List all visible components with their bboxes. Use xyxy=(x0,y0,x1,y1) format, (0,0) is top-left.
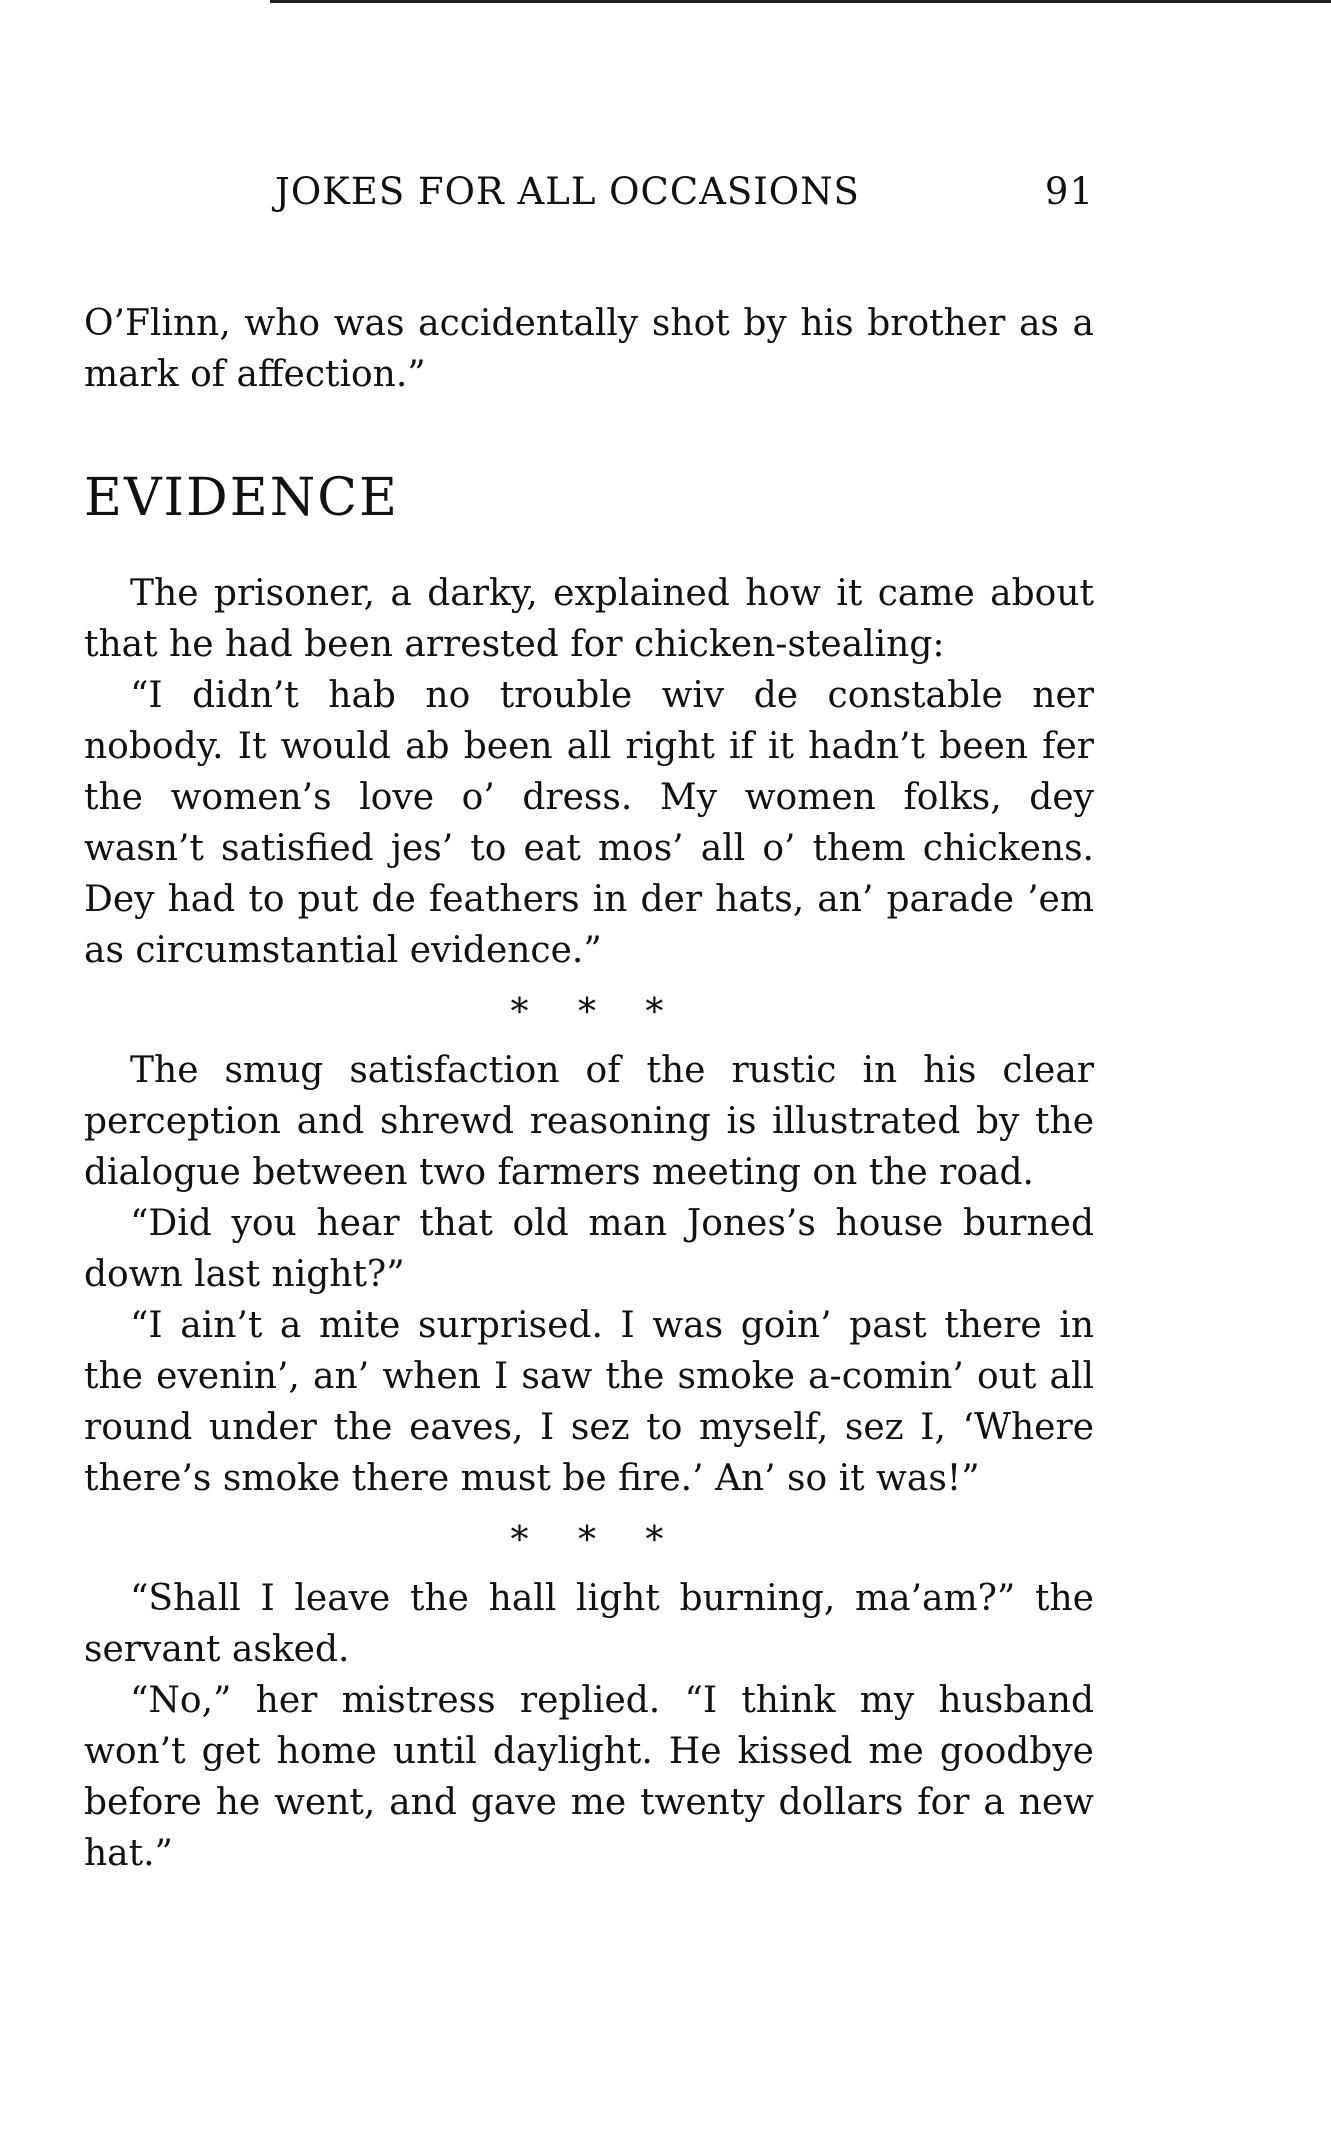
joke-paragraph: “Did you hear that old man Jones’s house burned down last night?” xyxy=(84,1203,1094,1295)
joke-hall-light xyxy=(84,1573,1094,1879)
book-page xyxy=(84,170,1094,1879)
joke-paragraph: The prisoner, a darky, explained how it came about that he had been arrested for chicken-stealing: xyxy=(84,573,1094,665)
page-number: 91 xyxy=(1044,170,1094,213)
joke-farmers xyxy=(84,1045,1094,1504)
section-heading: EVIDENCE xyxy=(84,468,399,528)
running-header xyxy=(84,170,1094,220)
top-edge-rule xyxy=(270,0,1331,3)
joke-paragraph: “I ain’t a mite surprised. I was goin’ past there in the evenin’, an’ when I saw the smoke a-comin’ out all round under the eaves, I sez to myself, sez I, ‘Where there’s smoke there must be fire.’ An’ so it was!” xyxy=(84,1305,1094,1499)
continued-paragraph: O’Flinn, who was accidentally shot by his brother as a mark of affection.” xyxy=(84,303,1094,395)
joke-evidence xyxy=(84,568,1094,976)
joke-paragraph: “Shall I leave the hall light burning, ma’am?” the servant asked. xyxy=(84,1578,1094,1670)
section-separator: * * * xyxy=(510,1520,668,1561)
section-separator: * * * xyxy=(510,992,668,1033)
running-title: JOKES FOR ALL OCCASIONS xyxy=(275,170,860,213)
joke-paragraph: The smug satisfaction of the rustic in his clear perception and shrewd reasoning is illustrated by the dialogue between two farmers meeting on the road. xyxy=(84,1050,1094,1193)
joke-paragraph: “No,” her mistress replied. “I think my husband won’t get home until daylight. He kissed me goodbye before he went, and gave me twenty dollars for a new hat.” xyxy=(84,1680,1094,1874)
joke-paragraph: “I didn’t hab no trouble wiv de constable ner nobody. It would ab been all right if it hadn’t been fer the women’s love o’ dress. My women folks, dey wasn’t satisfied jes’ to eat mos’ all o’ them chickens. Dey had to put de feathers in der hats, an’ parade ’em as circumstantial evidence.” xyxy=(84,675,1094,971)
